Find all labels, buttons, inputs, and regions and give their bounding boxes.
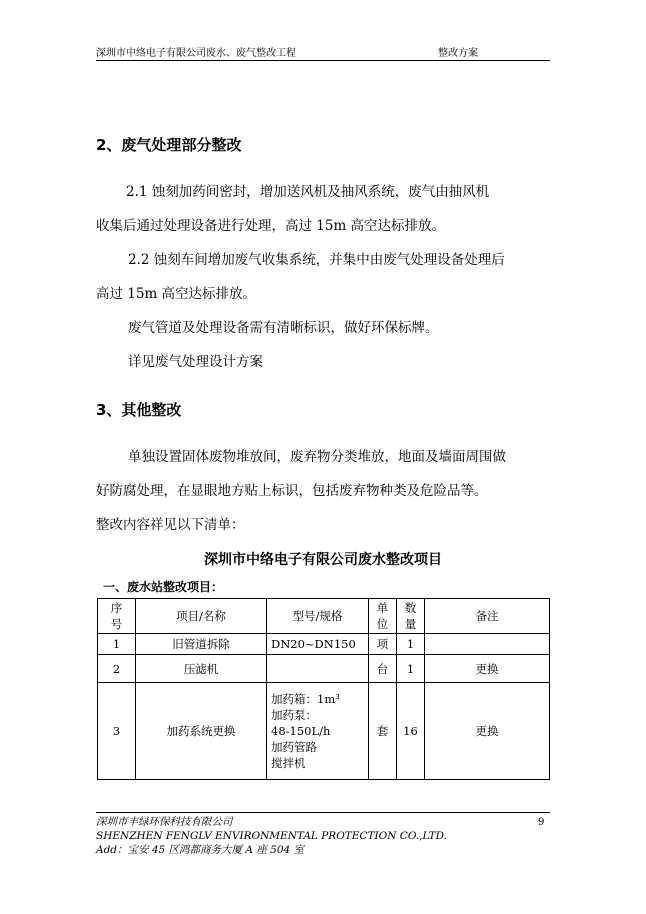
spec-line: 搅拌机 [271,756,306,770]
page-number: 9 [538,817,545,828]
cell-note: 更换 [425,655,550,683]
footer-address: Add：宝安 45 区鸿都商务大厦 A 座 504 室 [96,844,305,856]
section-2-paragraph: 2.2 蚀刻车间增加废气收集系统，并集中由废气处理设备处理后 [128,252,505,268]
cell-note: 更换 [425,683,550,780]
cell-no: 2 [98,655,136,683]
section-2-paragraph: 高过 15m 高空达标排放。 [96,286,257,302]
header-no: 序 号 [98,599,136,634]
cell-no: 3 [98,683,136,780]
table-header-row [98,599,550,634]
cell-spec: DN20~DN150 [267,634,369,655]
cell-unit: 套 [369,683,397,780]
page-header [96,44,550,61]
cell-unit: 项 [369,634,397,655]
table-subheading: 一、废水站整改项目： [103,580,224,594]
cell-no: 1 [98,634,136,655]
spec-line: 加药箱：1m³ [271,692,340,706]
header-note: 备注 [425,599,550,634]
cell-qty: 16 [397,683,425,780]
section-2-paragraph: 废气管道及处理设备需有清晰标识，做好环保标牌。 [128,320,439,336]
section-2-paragraph: 详见废气处理设计方案 [128,354,263,370]
header-doc-type: 整改方案 [438,48,478,59]
header-project-title: 深圳市中络电子有限公司废水、废气整改工程 [96,48,296,59]
cell-qty: 1 [397,634,425,655]
cell-spec [267,683,369,780]
header-spec: 型号/规格 [267,599,369,634]
footer-company-en: SHENZHEN FENGLV ENVIRONMENTAL PROTECTION CO.,LTD. [96,830,447,842]
cell-spec [267,655,369,683]
section-2-heading: 2、废气处理部分整改 [96,136,242,154]
rectification-table [97,598,550,780]
cell-item: 旧管道拆除 [136,634,267,655]
section-2-paragraph: 收集后通过处理设备进行处理，高过 15m 高空达标排放。 [96,218,446,234]
spec-line: 加药管路 [271,740,317,754]
cell-note [425,634,550,655]
section-3-paragraph: 单独设置固体废物堆放间，废弃物分类堆放，地面及墙面周围做 [128,449,506,465]
header-unit: 单 位 [369,599,397,634]
spec-line: 加药泵： [271,708,317,722]
cell-item: 压滤机 [136,655,267,683]
cell-qty: 1 [397,655,425,683]
section-3-paragraph: 整改内容祥见以下清单： [96,517,245,533]
footer-company-cn: 深圳市丰绿环保科技有限公司 [96,816,233,828]
table-row [98,634,550,655]
header-qty: 数 量 [397,599,425,634]
spec-line: 48-150L/h [271,724,331,738]
table-row [98,683,550,780]
cell-item: 加药系统更换 [136,683,267,780]
section-2-paragraph: 2.1 蚀刻加药间密封，增加送风机及抽风系统，废气由抽风机 [126,184,490,200]
table-title: 深圳市中络电子有限公司废水整改项目 [204,552,442,568]
section-3-paragraph: 好防腐处理，在显眼地方贴上标识，包括废弃物种类及危险品等。 [96,483,488,499]
header-item: 项目/名称 [136,599,267,634]
section-3-heading: 3、其他整改 [96,401,182,419]
page-footer [96,812,550,857]
cell-unit: 台 [369,655,397,683]
table-row [98,655,550,683]
